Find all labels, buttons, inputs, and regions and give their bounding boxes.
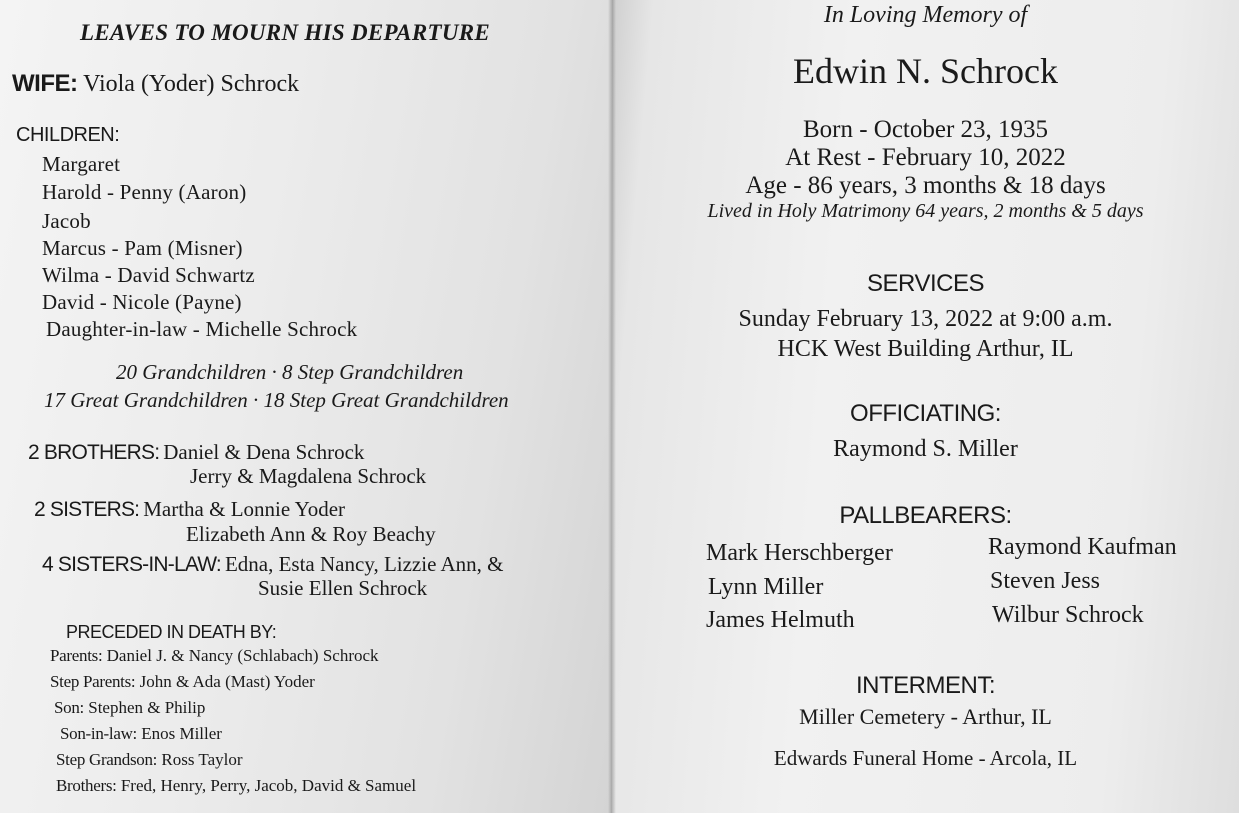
sisters-label: 2 SISTERS:: [34, 498, 140, 521]
child-item: David - Nicole (Payne): [42, 290, 242, 314]
preceded-item: [56, 776, 416, 796]
brothers-names: Daniel & Dena Schrock: [163, 440, 365, 464]
funeral-home: Edwards Funeral Home - Arcola, IL: [773, 746, 1078, 770]
sisters-names-cont: Elizabeth Ann & Roy Beachy: [186, 522, 436, 546]
great-grandchildren-line: 17 Great Grandchildren · 18 Step Great Grandchildren: [44, 388, 509, 412]
mourners-header: LEAVES TO MOURN HIS DEPARTURE: [80, 20, 491, 45]
brothers-line: [28, 440, 364, 465]
sisters-in-law-names-cont: Susie Ellen Schrock: [258, 576, 428, 600]
pallbearer-name: James Helmuth: [706, 607, 855, 633]
pallbearers-header: PALLBEARERS:: [839, 502, 1012, 529]
pallbearer-name: Mark Herschberger: [706, 540, 893, 566]
deceased-name: Edwin N. Schrock: [793, 51, 1058, 91]
officiant-name: Raymond S. Miller: [833, 436, 1018, 462]
sisters-in-law-line: [42, 552, 504, 577]
child-item: Daughter-in-law - Michelle Schrock: [46, 317, 358, 341]
preceded-label: Step Grandson:: [56, 750, 158, 769]
interment-location: Miller Cemetery - Arthur, IL: [799, 704, 1052, 729]
services-location: HCK West Building Arthur, IL: [777, 336, 1074, 362]
preceded-value: Ross Taylor: [161, 750, 243, 769]
at-rest-date: At Rest - February 10, 2022: [785, 144, 1066, 171]
child-item: Margaret: [42, 152, 121, 176]
preceded-label: Son-in-law:: [60, 724, 137, 743]
child-item: Harold - Penny (Aaron): [42, 180, 247, 204]
pallbearer-name: Lynn Miller: [708, 574, 824, 600]
pallbearer-name: Wilbur Schrock: [992, 602, 1144, 628]
preceded-value: Fred, Henry, Perry, Jacob, David & Samuel: [120, 776, 417, 795]
brothers-names-cont: Jerry & Magdalena Schrock: [190, 464, 427, 488]
pallbearer-name: Steven Jess: [990, 568, 1100, 594]
born-date: Born - October 23, 1935: [802, 116, 1049, 143]
services-header: SERVICES: [867, 270, 984, 297]
preceded-value: Stephen & Philip: [88, 698, 206, 717]
sisters-line: [34, 497, 345, 522]
children-label: CHILDREN:: [16, 124, 120, 146]
wife-line: [12, 70, 299, 98]
preceded-label: Parents:: [50, 646, 103, 665]
child-item: Jacob: [42, 209, 91, 233]
preceded-value: Enos Miller: [141, 724, 222, 743]
wife-label: WIFE:: [12, 70, 78, 97]
services-date: Sunday February 13, 2022 at 9:00 a.m.: [738, 306, 1113, 332]
sisters-names: Martha & Lonnie Yoder: [143, 497, 346, 521]
officiating-header: OFFICIATING:: [850, 400, 1001, 427]
matrimony-line: Lived in Holy Matrimony 64 years, 2 months & 5 days: [707, 200, 1144, 222]
sisters-in-law-label: 4 SISTERS-IN-LAW:: [42, 553, 221, 576]
child-item: Marcus - Pam (Misner): [42, 236, 243, 260]
preceded-header: PRECEDED IN DEATH BY:: [66, 622, 277, 642]
pallbearer-name: Raymond Kaufman: [988, 534, 1177, 560]
preceded-item: [54, 698, 205, 718]
preceded-label: Brothers:: [56, 776, 117, 795]
age-line: Age - 86 years, 3 months & 18 days: [745, 172, 1106, 199]
interment-header: INTERMENT:: [856, 672, 995, 699]
preceded-label: Son:: [54, 698, 84, 717]
preceded-item: [50, 646, 379, 666]
brothers-label: 2 BROTHERS:: [28, 441, 160, 464]
sisters-in-law-names: Edna, Esta Nancy, Lizzie Ann, &: [224, 552, 504, 576]
grandchildren-line: 20 Grandchildren · 8 Step Grandchildren: [116, 360, 464, 384]
in-memory-heading: In Loving Memory of: [823, 2, 1028, 28]
preceded-label: Step Parents:: [50, 672, 136, 691]
left-page: [0, 0, 612, 813]
wife-name: Viola (Yoder) Schrock: [83, 71, 300, 97]
preceded-item: [56, 750, 243, 770]
preceded-value: John & Ada (Mast) Yoder: [139, 672, 315, 691]
preceded-value: Daniel J. & Nancy (Schlabach) Schrock: [106, 646, 379, 665]
child-item: Wilma - David Schwartz: [42, 263, 255, 287]
preceded-item: [50, 672, 315, 692]
preceded-item: [60, 724, 222, 744]
